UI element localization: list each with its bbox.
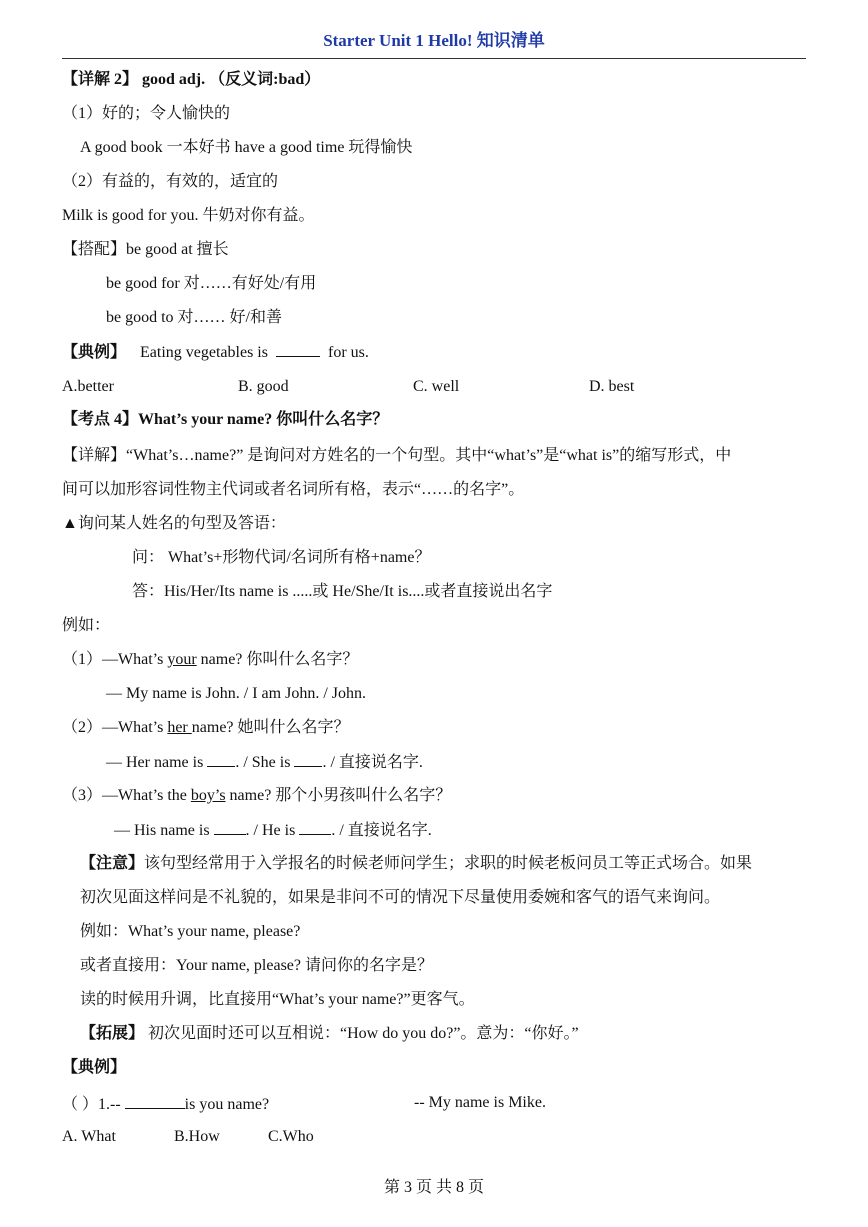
collocation-tag: 【搭配】 bbox=[62, 241, 127, 258]
point4-detail-line2: 间可以加形容词性物主代词或者名词所有格，表示“……的名字”。 bbox=[62, 481, 525, 498]
answer-blank bbox=[276, 342, 320, 357]
example-2-answer-b: . / She is bbox=[235, 754, 291, 771]
collocation-2: be good for 对……有好处/有用 bbox=[106, 275, 317, 292]
example-3-answer-a: — His name is bbox=[114, 822, 210, 839]
page-header-title: Starter Unit 1 Hello! 知识清单 bbox=[323, 31, 545, 50]
example-1-answer: — My name is John. / I am John. / John. bbox=[106, 685, 366, 702]
option-b: B. good bbox=[238, 378, 289, 395]
detail2-sense2-example: Milk is good for you. 牛奶对你有益。 bbox=[62, 207, 315, 224]
pattern-ask: 问： What’s+形物代词/名词所有格+name？ bbox=[132, 549, 431, 566]
note-example: 例如：What’s your name, please? bbox=[80, 923, 301, 940]
example-1-pre: （1）—What’s bbox=[62, 651, 168, 668]
detail-text-1: “What’s…name?” 是询问对方姓名的一个句型。其中“what’s”是“what is”的缩写形式，中 bbox=[126, 447, 732, 464]
example-1 bbox=[62, 650, 358, 670]
blank-4 bbox=[299, 820, 331, 835]
blank-3 bbox=[214, 820, 246, 835]
note-alternative: 或者直接用：Your name, please? 请问你的名字是？ bbox=[80, 957, 434, 974]
extension-line bbox=[80, 1024, 579, 1044]
question-1-paren: （ ）1.-- bbox=[62, 1096, 121, 1113]
point4-example-tag: 【典例】 bbox=[62, 1059, 127, 1076]
example-2-answer bbox=[106, 752, 423, 773]
example-3-answer-c: . / 直接说名字. bbox=[331, 822, 432, 839]
point4-heading: 【考点 4】What’s your name? 你叫什么名字？ bbox=[62, 411, 389, 428]
example-2-post: name? 她叫什么名字？ bbox=[191, 719, 350, 736]
example-3-post: name? 那个小男孩叫什么名字？ bbox=[225, 787, 452, 804]
example-question-post: for us. bbox=[327, 344, 369, 361]
example-1-underlined: your bbox=[167, 651, 197, 668]
question-1-blank bbox=[125, 1094, 185, 1109]
detail2-example-question bbox=[62, 342, 369, 363]
example-2-answer-a: — Her name is bbox=[106, 754, 204, 771]
example-2-answer-c: . / 直接说名字. bbox=[322, 754, 423, 771]
note-line-1 bbox=[80, 854, 752, 874]
example-3-underlined: boy’s bbox=[190, 787, 226, 804]
note-text-1: 该句型经常用于入学报名的时候老师问学生；求职的时候老板问员工等正式场合。如果 bbox=[144, 855, 753, 872]
note-tag: 【注意】 bbox=[80, 855, 145, 872]
header-divider bbox=[62, 58, 806, 59]
point4-detail-line1 bbox=[62, 446, 731, 466]
blank-1 bbox=[207, 752, 235, 767]
example-3-pre: （3）—What’s the bbox=[62, 787, 191, 804]
example-tag: 【典例】 bbox=[62, 344, 127, 361]
question-1 bbox=[62, 1094, 269, 1115]
example-question-pre: Eating vegetables is bbox=[140, 344, 268, 361]
option-d: D. best bbox=[589, 378, 635, 395]
example-3-answer bbox=[114, 820, 432, 841]
example-2 bbox=[62, 718, 350, 738]
q1-option-b: B.How bbox=[174, 1128, 220, 1145]
example-2-underlined: her bbox=[167, 719, 192, 736]
q1-option-a: A. What bbox=[62, 1128, 116, 1145]
blank-2 bbox=[294, 752, 322, 767]
example-2-pre: （2）—What’s bbox=[62, 719, 168, 736]
question-1-answer: -- My name is Mike. bbox=[414, 1094, 546, 1111]
question-1-post: is you name? bbox=[184, 1096, 270, 1113]
example-3 bbox=[62, 786, 451, 806]
eg-label: 例如： bbox=[62, 617, 111, 634]
example-1-post: name? 你叫什么名字？ bbox=[196, 651, 359, 668]
option-a: A.better bbox=[62, 378, 114, 395]
detail-tag: 【详解】 bbox=[62, 447, 127, 464]
extension-tag: 【拓展】 bbox=[80, 1025, 145, 1042]
detail2-sense1-example: A good book 一本好书 have a good time 玩得愉快 bbox=[80, 139, 413, 156]
note-reading: 读的时候用升调，比直接用“What’s your name?”更客气。 bbox=[80, 991, 475, 1008]
detail2-sense1: （1）好的；令人愉快的 bbox=[62, 105, 231, 122]
pattern-answer: 答：His/Her/Its name is .....或 He/She/It is....或者直接说出名字 bbox=[132, 583, 553, 600]
collocation-line-1 bbox=[62, 240, 229, 260]
detail2-heading: 【详解 2】 good adj. （反义词:bad） bbox=[62, 71, 321, 88]
pattern-title: ▲询问某人姓名的句型及答语： bbox=[62, 515, 286, 532]
q1-option-c: C.Who bbox=[268, 1128, 314, 1145]
collocation-3: be good to 对…… 好/和善 bbox=[106, 309, 282, 326]
detail2-sense2: （2）有益的，有效的，适宜的 bbox=[62, 173, 279, 190]
option-c: C. well bbox=[413, 378, 460, 395]
page-number-footer: 第 3 页 共 8 页 bbox=[383, 1179, 484, 1196]
note-line-2: 初次见面这样问是不礼貌的，如果是非问不可的情况下尽量使用委婉和客气的语气来询问。 bbox=[80, 889, 721, 906]
collocation-1: be good at 擅长 bbox=[126, 241, 229, 258]
example-3-answer-b: . / He is bbox=[245, 822, 296, 839]
extension-text: 初次见面时还可以互相说：“How do you do?”。意为：“你好。” bbox=[144, 1025, 579, 1042]
